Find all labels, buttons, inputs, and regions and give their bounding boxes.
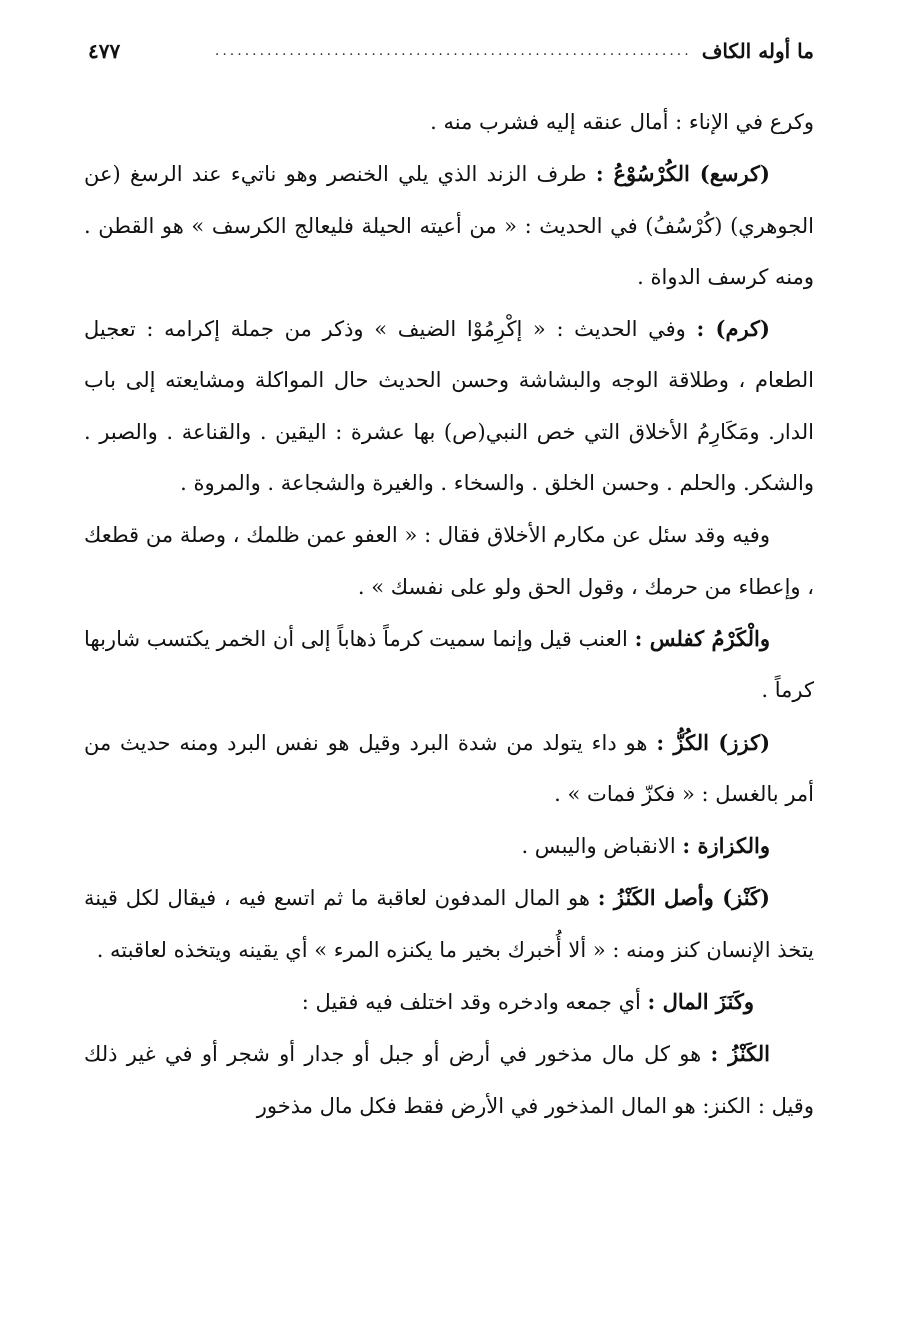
paragraph-karam: [84, 303, 814, 509]
paragraph-kara: [84, 96, 814, 148]
entry-term: (كَنْز) وأصل الكَنْزُ :: [597, 885, 770, 911]
body-text: [84, 96, 814, 1132]
entry-text: هو المال المدفون لعاقبة ما ثم اتسع فيه ، فيقال لكل قينة يتخذ الإنسان كنز ومنه : « ألا أُخبرك بخير ما يكنزه المرء » أي يقينه ويتخذه لعاقبته .: [84, 886, 814, 962]
entry-term: وكَنَزَ المال :: [647, 989, 754, 1015]
entry-text: أي جمعه وادخره وقد اختلف فيه فقيل :: [301, 990, 648, 1015]
entry-term: (كرم) :: [696, 316, 770, 342]
entry-text: وكرع في الإناء : أمال عنقه إليه فشرب منه .: [430, 110, 814, 134]
entry-text: العنب قيل وإنما سميت كرماً ذهاباً إلى أن الخمر يكتسب شاربها كرماً .: [84, 626, 814, 703]
entry-term: والْكَرْمُ كفلس :: [634, 625, 771, 651]
entry-term: الكَنْزُ :: [710, 1041, 770, 1067]
paragraph-kanaza: [84, 976, 814, 1028]
page-number: ٤٧٧: [88, 39, 121, 63]
entry-term: (كرسع) الكُرْسُوْعُ :: [595, 161, 770, 187]
entry-text: هو كل مال مذخور في أرض أو جبل أو جدار أو شجر أو في غير ذلك وقيل : الكنز: هو المال المذخور في الأرض فقط فكل مال مذخور: [84, 1042, 814, 1118]
paragraph-kursu: [84, 148, 814, 303]
entry-term: والكزازة :: [682, 833, 770, 859]
entry-text: طرف الزند الذي يلي الخنصر وهو ناتيء عند الرسغ (عن الجوهري) (كُرْسُفُ) في الحديث : « من أعيته الحيلة فليعالج الكرسف » هو القطن . ومنه كرسف الدواة .: [84, 162, 814, 289]
paragraph-al-kanz: [84, 1028, 814, 1132]
entry-text: الانقباض واليبس .: [521, 834, 683, 859]
section-title: ما أوله الكاف: [701, 39, 814, 63]
running-header: [88, 34, 814, 68]
paragraph-karm: [84, 613, 814, 717]
paragraph-makarim: [84, 509, 814, 613]
entry-term: (كزز) الكُزُّ :: [656, 729, 771, 755]
dot-leader: ................................................................: [214, 43, 692, 59]
entry-text: هو داء يتولد من شدة البرد وقيل هو نفس البرد ومنه حديث من أمر بالغسل : « فكزّ فمات » .: [84, 730, 814, 806]
entry-text: وفيه وقد سئل عن مكارم الأخلاق فقال : « العفو عمن ظلمك ، وصلة من قطعك ، وإعطاء من حرمك ، وقول الحق ولو على نفسك » .: [84, 523, 814, 599]
paragraph-kazaza: [84, 820, 814, 872]
paragraph-kanz: [84, 872, 814, 976]
paragraph-kuzz: [84, 717, 814, 821]
entry-text: وفي الحديث : « إكْرِمُوْا الضيف » وذكر من جملة إكرامه : تعجيل الطعام ، وطلاقة الوجه والبشاشة وحسن الحديث حال المواكلة ومشايعته إلى باب الدار. ومَكَارِمُ الأخلاق التي خص النبي(ص) بها عشرة : اليقين . والقناعة . والصبر . والشكر. والحلم . وحسن الخلق . والسخاء . والغيرة والشجاعة . والمروة .: [84, 317, 814, 496]
